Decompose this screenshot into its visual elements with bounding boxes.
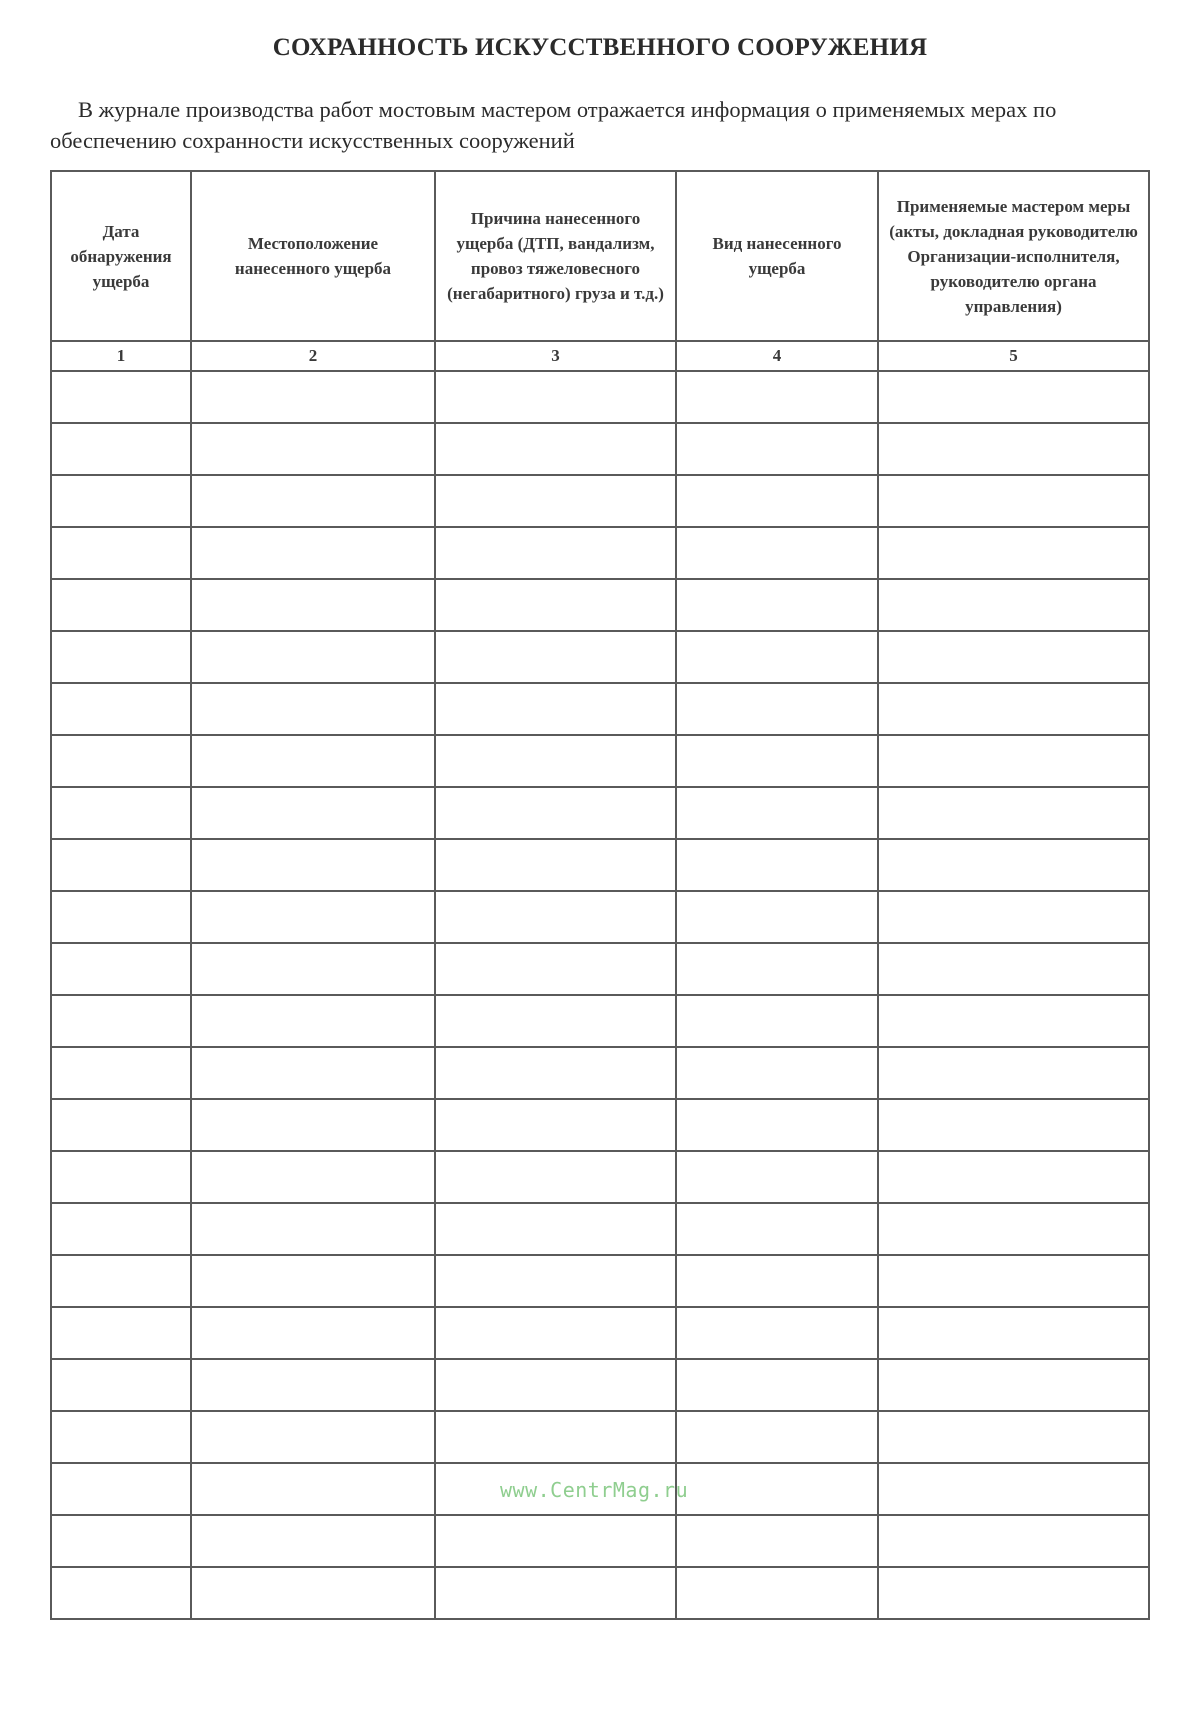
table-cell xyxy=(191,735,435,787)
column-number: 1 xyxy=(51,341,191,371)
table-cell xyxy=(51,735,191,787)
table-cell xyxy=(676,787,878,839)
table-cell xyxy=(191,1099,435,1151)
table-cell xyxy=(191,423,435,475)
table-cell xyxy=(191,1463,435,1515)
table-cell xyxy=(676,527,878,579)
table-cell xyxy=(878,1515,1149,1567)
table-cell xyxy=(191,891,435,943)
table-row xyxy=(51,1255,1149,1307)
header-date: Дата обнаружения ущерба xyxy=(51,171,191,341)
table-cell xyxy=(878,1463,1149,1515)
table-cell xyxy=(191,1255,435,1307)
table-cell xyxy=(878,423,1149,475)
table-cell xyxy=(435,1255,676,1307)
table-cell xyxy=(191,943,435,995)
table-cell xyxy=(676,683,878,735)
table-cell xyxy=(191,527,435,579)
table-cell xyxy=(191,1567,435,1619)
column-number: 5 xyxy=(878,341,1149,371)
table-row xyxy=(51,423,1149,475)
table-cell xyxy=(51,475,191,527)
table-cell xyxy=(878,631,1149,683)
table-row xyxy=(51,683,1149,735)
table-cell xyxy=(51,787,191,839)
table-row xyxy=(51,1359,1149,1411)
table-cell xyxy=(878,1307,1149,1359)
table-cell xyxy=(191,787,435,839)
table-cell xyxy=(191,631,435,683)
table-cell xyxy=(51,839,191,891)
table-row xyxy=(51,1567,1149,1619)
table-cell xyxy=(51,1411,191,1463)
table-cell xyxy=(435,1567,676,1619)
table-cell xyxy=(51,1567,191,1619)
table-row xyxy=(51,631,1149,683)
table-cell xyxy=(51,1099,191,1151)
table-cell xyxy=(878,891,1149,943)
table-row xyxy=(51,527,1149,579)
table-cell xyxy=(676,631,878,683)
table-row xyxy=(51,995,1149,1047)
table-cell xyxy=(878,1099,1149,1151)
column-number: 3 xyxy=(435,341,676,371)
table-cell xyxy=(435,839,676,891)
table-cell xyxy=(191,683,435,735)
header-row xyxy=(51,171,1149,341)
table-cell xyxy=(878,1255,1149,1307)
table-cell xyxy=(51,1463,191,1515)
table-cell xyxy=(51,527,191,579)
table-cell xyxy=(191,1515,435,1567)
table-cell xyxy=(191,1151,435,1203)
table-cell xyxy=(51,1255,191,1307)
table-cell xyxy=(435,371,676,423)
table-cell xyxy=(51,683,191,735)
table-cell xyxy=(878,1359,1149,1411)
table-cell xyxy=(435,1203,676,1255)
table-row xyxy=(51,891,1149,943)
table-cell xyxy=(878,1411,1149,1463)
header-measures: Применяемые мастером меры (акты, докладная руководителю Организации-исполнителя, руководителю органа управления) xyxy=(878,171,1149,341)
table-row xyxy=(51,1047,1149,1099)
table-cell xyxy=(676,371,878,423)
table-cell xyxy=(676,735,878,787)
header-damage-type: Вид нанесенного ущерба xyxy=(676,171,878,341)
table-row xyxy=(51,1515,1149,1567)
table-cell xyxy=(676,1047,878,1099)
table-cell xyxy=(51,1047,191,1099)
table-cell xyxy=(878,683,1149,735)
table-cell xyxy=(676,1151,878,1203)
table-row xyxy=(51,1151,1149,1203)
table-cell xyxy=(878,527,1149,579)
table-cell xyxy=(435,943,676,995)
table-row xyxy=(51,1099,1149,1151)
table-cell xyxy=(676,839,878,891)
table-cell xyxy=(191,839,435,891)
header-cause: Причина нанесенного ущерба (ДТП, вандализм, провоз тяжеловесного (негабаритного) груза и т.д.) xyxy=(435,171,676,341)
table-cell xyxy=(435,423,676,475)
table-cell xyxy=(51,1151,191,1203)
table-cell xyxy=(435,1411,676,1463)
table-cell xyxy=(676,1359,878,1411)
damage-register-table xyxy=(50,170,1150,1620)
table-cell xyxy=(676,1307,878,1359)
table-cell xyxy=(878,1151,1149,1203)
table-cell xyxy=(435,527,676,579)
table-cell xyxy=(435,631,676,683)
table-cell xyxy=(676,891,878,943)
table-cell xyxy=(435,1047,676,1099)
table-cell xyxy=(435,1099,676,1151)
column-number: 4 xyxy=(676,341,878,371)
table-cell xyxy=(435,683,676,735)
table-cell xyxy=(51,579,191,631)
table-cell xyxy=(878,787,1149,839)
table-cell xyxy=(191,995,435,1047)
table-cell xyxy=(676,1515,878,1567)
table-cell xyxy=(878,839,1149,891)
intro-paragraph: В журнале производства работ мостовым мастером отражается информация о применяемых мерах по обеспечению сохранности искусственных сооружений xyxy=(50,97,1057,153)
table-cell xyxy=(878,371,1149,423)
table-cell xyxy=(435,1515,676,1567)
table-cell xyxy=(435,995,676,1047)
table-cell xyxy=(51,1515,191,1567)
table-row xyxy=(51,839,1149,891)
table-cell xyxy=(51,371,191,423)
table-cell xyxy=(878,579,1149,631)
table-cell xyxy=(191,1203,435,1255)
table-cell xyxy=(676,995,878,1047)
table-row xyxy=(51,371,1149,423)
table-cell xyxy=(51,1307,191,1359)
table-cell xyxy=(676,1099,878,1151)
table-cell xyxy=(51,943,191,995)
table-cell xyxy=(676,1203,878,1255)
table-cell xyxy=(435,475,676,527)
table-cell xyxy=(676,943,878,995)
table-cell xyxy=(878,1047,1149,1099)
table-cell xyxy=(51,891,191,943)
table-cell xyxy=(435,579,676,631)
table-cell xyxy=(51,631,191,683)
watermark: www.CentrMag.ru xyxy=(500,1478,689,1502)
table-cell xyxy=(435,891,676,943)
header-location: Местоположение нанесенного ущерба xyxy=(191,171,435,341)
table-cell xyxy=(878,995,1149,1047)
table-cell xyxy=(51,423,191,475)
table-cell xyxy=(435,1151,676,1203)
table-cell xyxy=(676,475,878,527)
table-cell xyxy=(191,1359,435,1411)
table-body xyxy=(51,341,1149,1619)
table-cell xyxy=(878,1567,1149,1619)
table-cell xyxy=(191,1411,435,1463)
document-title: СОХРАННОСТЬ ИСКУССТВЕННОГО СООРУЖЕНИЯ xyxy=(272,34,928,61)
table-cell xyxy=(191,1307,435,1359)
table-cell xyxy=(191,475,435,527)
column-number-row xyxy=(51,341,1149,371)
table-cell xyxy=(878,735,1149,787)
table-cell xyxy=(51,995,191,1047)
table-row xyxy=(51,787,1149,839)
table-cell xyxy=(676,1463,878,1515)
table-cell xyxy=(191,371,435,423)
table-row xyxy=(51,1307,1149,1359)
table-cell xyxy=(191,579,435,631)
column-number: 2 xyxy=(191,341,435,371)
table-row xyxy=(51,735,1149,787)
table-cell xyxy=(676,1567,878,1619)
table-cell xyxy=(676,1411,878,1463)
table-cell xyxy=(51,1203,191,1255)
table-row xyxy=(51,475,1149,527)
table-cell xyxy=(191,1047,435,1099)
table-cell xyxy=(878,1203,1149,1255)
table-cell xyxy=(878,475,1149,527)
table-cell xyxy=(51,1359,191,1411)
table-row xyxy=(51,1411,1149,1463)
table-cell xyxy=(676,1255,878,1307)
table-cell xyxy=(878,943,1149,995)
table-cell xyxy=(435,1307,676,1359)
table-row xyxy=(51,579,1149,631)
table-cell xyxy=(676,579,878,631)
table-cell xyxy=(676,423,878,475)
table-row xyxy=(51,943,1149,995)
table-cell xyxy=(435,787,676,839)
table-cell xyxy=(435,735,676,787)
table-cell xyxy=(435,1359,676,1411)
table-row xyxy=(51,1203,1149,1255)
